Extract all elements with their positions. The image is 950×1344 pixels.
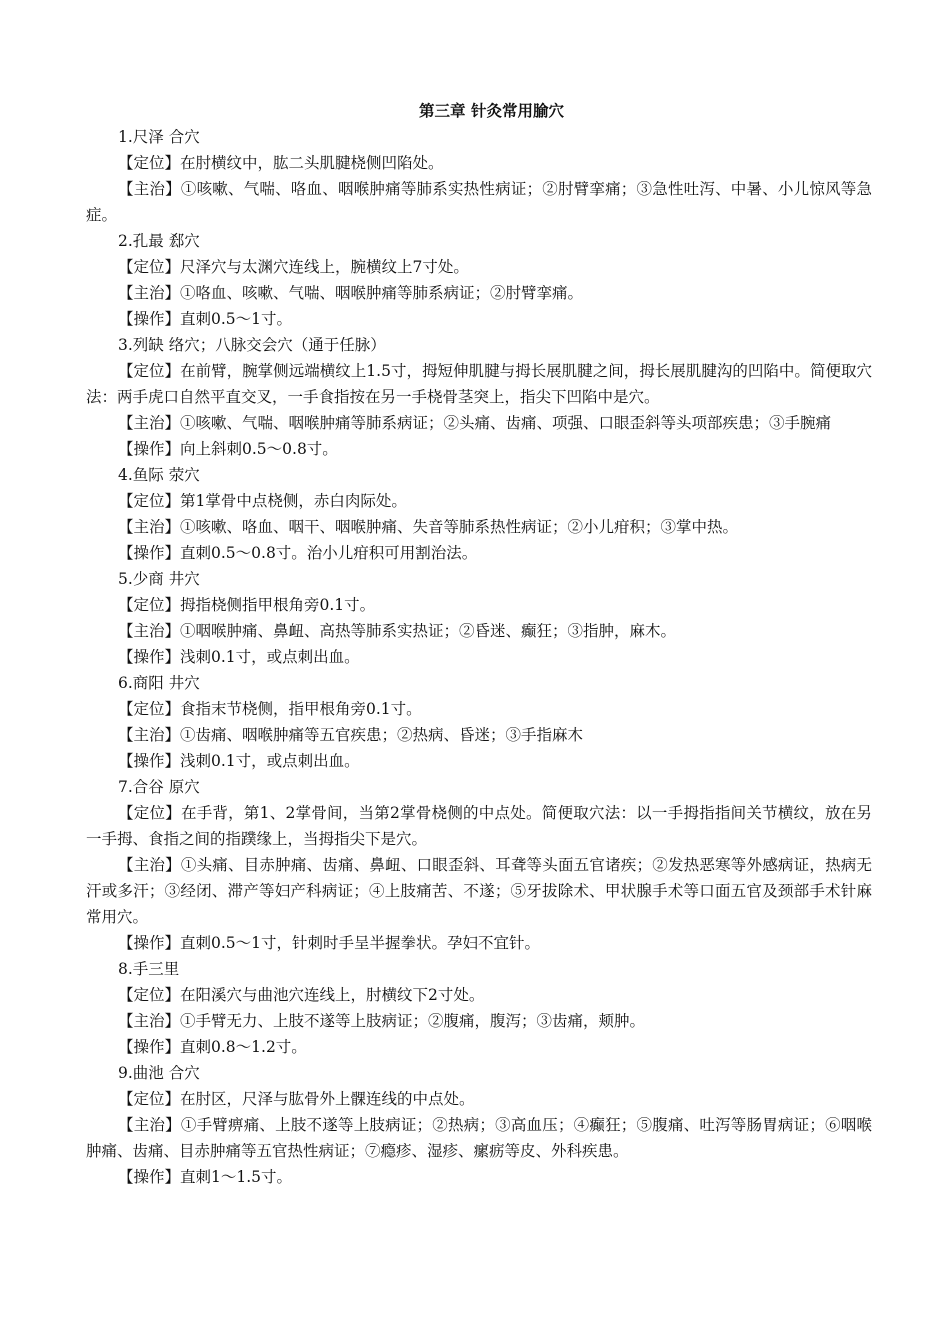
acupoint-detail: 【主治】①手臂痹痛、上肢不遂等上肢病证；②热病；③高血压；④癫狂；⑤腹痛、吐泻等肠胃病证；⑥咽喉肿痛、齿痛、目赤肿痛等五官热性病证；⑦瘾疹、湿疹、瘰疬等皮、外科疾患。 — [86, 1116, 872, 1160]
acupoint-list — [86, 124, 872, 1190]
acupoint-detail: 【定位】在手背，第1、2掌骨间，当第2掌骨桡侧的中点处。简便取穴法：以一手拇指指间关节横纹，放在另一手拇、食指之间的指蹼缘上，当拇指尖下是穴。 — [86, 804, 872, 848]
acupoint-entry — [86, 332, 872, 462]
acupoint-detail: 【操作】浅刺0.1寸，或点刺出血。 — [118, 648, 360, 666]
acupoint-entry — [86, 566, 872, 670]
acupoint-heading: 3.列缺 络穴；八脉交会穴（通于任脉） — [118, 336, 386, 354]
acupoint-entry — [86, 124, 872, 228]
acupoint-detail: 【定位】第1掌骨中点桡侧，赤白肉际处。 — [118, 492, 407, 510]
acupoint-detail: 【定位】在前臂，腕掌侧远端横纹上1.5寸，拇短伸肌腱与拇长展肌腱之间，拇长展肌腱沟的凹陷中。简便取穴法：两手虎口自然平直交叉，一手食指按在另一手桡骨茎突上，指尖下凹陷中是穴。 — [86, 362, 872, 406]
acupoint-detail: 【定位】在阳溪穴与曲池穴连线上，肘横纹下2寸处。 — [118, 986, 485, 1004]
acupoint-heading: 7.合谷 原穴 — [118, 778, 200, 796]
acupoint-detail: 【操作】浅刺0.1寸，或点刺出血。 — [118, 752, 360, 770]
acupoint-detail: 【主治】①咳嗽、咯血、咽干、咽喉肿痛、失音等肺系热性病证；②小儿疳积；③掌中热。 — [118, 518, 739, 536]
acupoint-detail: 【操作】直刺0.5～0.8寸。治小儿疳积可用割治法。 — [118, 544, 478, 562]
acupoint-detail: 【操作】向上斜刺0.5～0.8寸。 — [118, 440, 338, 458]
acupoint-detail: 【主治】①齿痛、咽喉肿痛等五官疾患；②热病、昏迷；③手指麻木 — [118, 726, 584, 744]
acupoint-detail: 【主治】①咳嗽、气喘、咯血、咽喉肿痛等肺系实热性病证；②肘臂挛痛；③急性吐泻、中暑、小儿惊风等急症。 — [86, 180, 872, 224]
acupoint-entry — [86, 670, 872, 774]
acupoint-detail: 【主治】①咽喉肿痛、鼻衄、高热等肺系实热证；②昏迷、癫狂；③指肿，麻木。 — [118, 622, 677, 640]
acupoint-heading: 4.鱼际 荥穴 — [118, 466, 200, 484]
acupoint-entry — [86, 1060, 872, 1190]
acupoint-detail: 【主治】①咳嗽、气喘、咽喉肿痛等肺系病证；②头痛、齿痛、项强、口眼歪斜等头项部疾患；③手腕痛 — [118, 414, 832, 432]
acupoint-heading: 5.少商 井穴 — [118, 570, 200, 588]
acupoint-detail: 【主治】①头痛、目赤肿痛、齿痛、鼻衄、口眼歪斜、耳聋等头面五官诸疾；②发热恶寒等外感病证，热病无汗或多汗；③经闭、滞产等妇产科病证；④上肢痛苦、不遂；⑤牙拔除术、甲状腺手术等口面五官及颈部手术针麻常用穴。 — [86, 856, 872, 926]
acupoint-detail: 【定位】尺泽穴与太渊穴连线上，腕横纹上7寸处。 — [118, 258, 469, 276]
acupoint-detail: 【操作】直刺0.5～1寸。 — [118, 310, 293, 328]
acupoint-entry — [86, 774, 872, 956]
chapter-title: 第三章 针灸常用腧穴 — [419, 101, 564, 120]
acupoint-detail: 【操作】直刺0.8～1.2寸。 — [118, 1038, 307, 1056]
acupoint-detail: 【定位】在肘区，尺泽与肱骨外上髁连线的中点处。 — [118, 1090, 475, 1108]
acupoint-heading: 9.曲池 合穴 — [118, 1064, 200, 1082]
acupoint-detail: 【操作】直刺1～1.5寸。 — [118, 1168, 293, 1186]
acupoint-detail: 【操作】直刺0.5～1寸，针刺时手呈半握拳状。孕妇不宜针。 — [118, 934, 541, 952]
acupoint-detail: 【定位】食指末节桡侧，指甲根角旁0.1寸。 — [118, 700, 422, 718]
acupoint-heading: 1.尺泽 合穴 — [118, 128, 200, 146]
acupoint-detail: 【定位】拇指桡侧指甲根角旁0.1寸。 — [118, 596, 376, 614]
acupoint-heading: 6.商阳 井穴 — [118, 674, 200, 692]
acupoint-entry — [86, 228, 872, 332]
document-page — [86, 98, 872, 1190]
acupoint-entry — [86, 956, 872, 1060]
acupoint-detail: 【主治】①手臂无力、上肢不遂等上肢病证；②腹痛，腹泻；③齿痛，颊肿。 — [118, 1012, 646, 1030]
acupoint-detail: 【主治】①咯血、咳嗽、气喘、咽喉肿痛等肺系病证；②肘臂挛痛。 — [118, 284, 584, 302]
acupoint-entry — [86, 462, 872, 566]
acupoint-detail: 【定位】在肘横纹中，肱二头肌腱桡侧凹陷处。 — [118, 154, 444, 172]
acupoint-heading: 2.孔最 郄穴 — [118, 232, 200, 250]
acupoint-heading: 8.手三里 — [118, 960, 180, 978]
